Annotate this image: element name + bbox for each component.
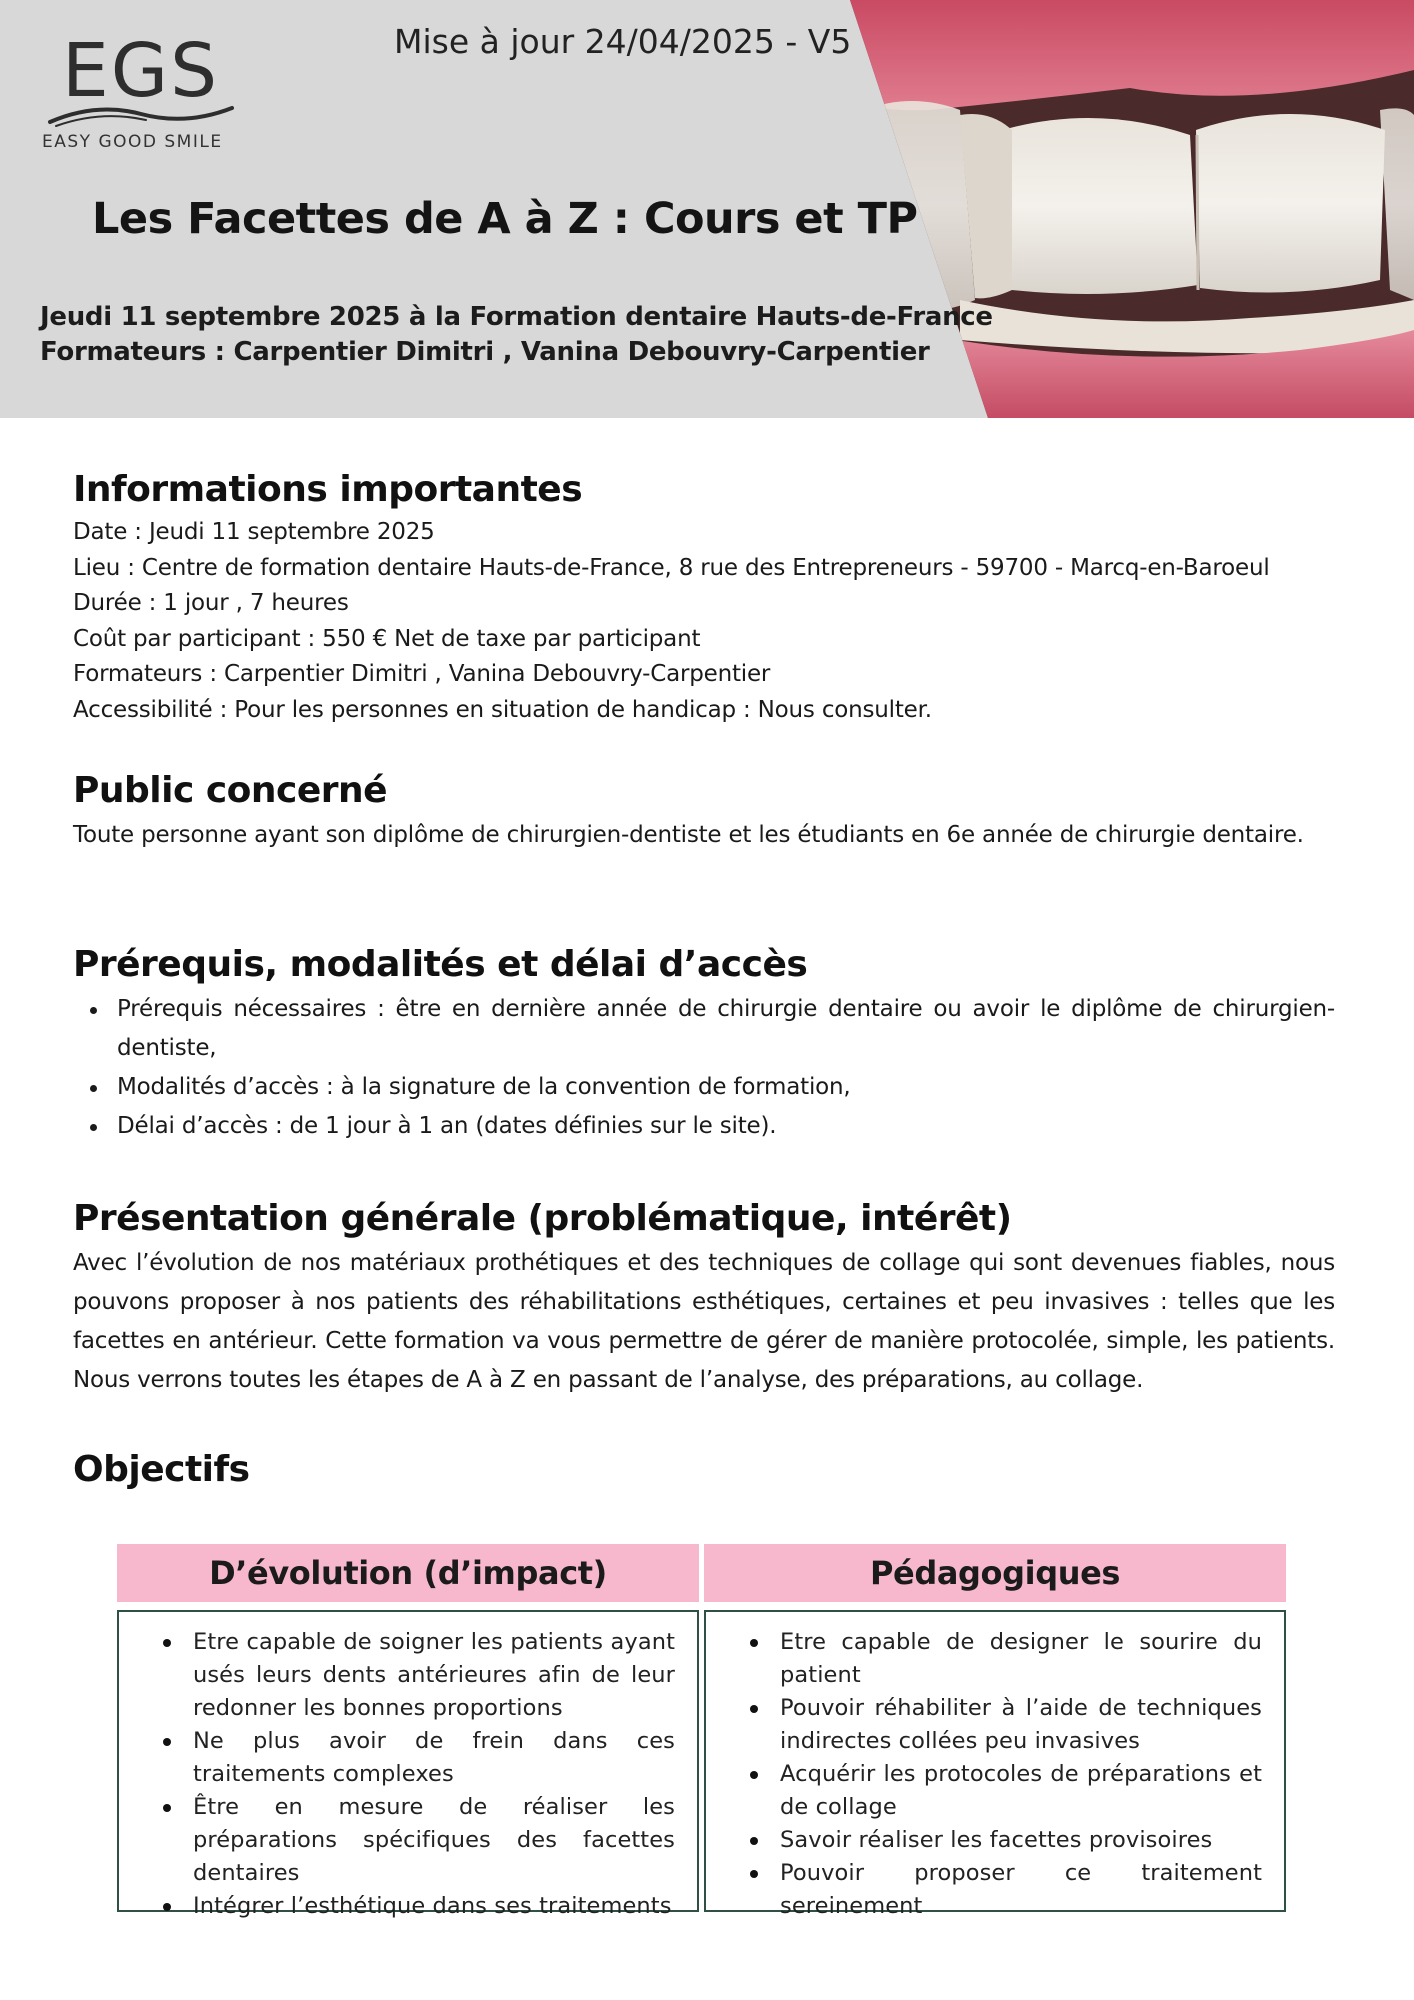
info-date: Date : Jeudi 11 septembre 2025 [73, 519, 435, 545]
logo-tagline: EASY GOOD SMILE [42, 132, 223, 152]
list-item: Ne plus avoir de frein dans ces traitements complexes [193, 1725, 675, 1791]
list-item: Être en mesure de réaliser les préparations spécifiques des facettes dentaires [193, 1791, 675, 1890]
objectives-column-header: Pédagogiques [704, 1544, 1286, 1602]
info-trainers: Formateurs : Carpentier Dimitri , Vanina Debouvry-Carpentier [73, 661, 771, 688]
section-heading-prerequis: Prérequis, modalités et délai d’accès [73, 944, 808, 985]
course-title: Les Facettes de A à Z : Cours et TP [92, 194, 918, 244]
info-location: Lieu : Centre de formation dentaire Hauts-de-France, 8 rue des Entrepreneurs - 59700 - Marcq-en-Baroeul [73, 554, 1270, 581]
logo-text: EGS [62, 28, 220, 114]
section-informations [73, 466, 1270, 729]
update-label: Mise à jour 24/04/2025 - V5 [394, 22, 852, 61]
objectives-column-body [117, 1610, 699, 1919]
list-item: Savoir réaliser les facettes provisoires [780, 1824, 1262, 1857]
objectives-column-pedagogiques [704, 1544, 1286, 1919]
info-accessibility: Accessibilité : Pour les personnes en situation de handicap : Nous consulter. [73, 696, 932, 723]
objectives-column-header: D’évolution (d’impact) [117, 1544, 699, 1602]
list-item: Intégrer l’esthétique dans ses traitements [193, 1890, 675, 1923]
section-public [73, 767, 1335, 855]
list-item: Etre capable de designer le sourire du patient [780, 1626, 1262, 1692]
presentation-text: Avec l’évolution de nos matériaux prothétiques et des techniques de collage qui sont devenues fiables, nous pouvons proposer à nos patients des réhabilitations esthétiques, certaines et peu invasives : telles que les facettes en antérieur. Cette formation va vous permettre de gérer de manière protocolée, simple, les patients. Nous verrons toutes les étapes de A à Z en passant de l’analyse, des préparations, au collage. [73, 1250, 1335, 1393]
section-presentation [73, 1195, 1335, 1400]
list-item: Délai d’accès : de 1 jour à 1 an (dates définies sur le site). [117, 1107, 1335, 1146]
public-text: Toute personne ayant son diplôme de chirurgien-dentiste et les étudiants en 6e année de chirurgie dentaire. [73, 822, 1304, 848]
list-item: Etre capable de soigner les patients ayant usés leurs dents antérieures afin de leur redonner les bonnes proportions [193, 1626, 675, 1725]
list-item: Modalités d’accès : à la signature de la convention de formation, [117, 1068, 1335, 1107]
course-date-line: Jeudi 11 septembre 2025 à la Formation dentaire Hauts-de-France [40, 302, 993, 332]
egs-logo [40, 28, 240, 158]
section-heading-public: Public concerné [73, 770, 388, 811]
section-heading-presentation: Présentation générale (problématique, intérêt) [73, 1198, 1012, 1239]
list-item: Acquérir les protocoles de préparations et de collage [780, 1758, 1262, 1824]
info-duration: Durée : 1 jour , 7 heures [73, 590, 349, 617]
objectives-list [155, 1626, 675, 1923]
info-cost: Coût par participant : 550 € Net de taxe par participant [73, 625, 701, 652]
logo-wave-icon [46, 98, 236, 128]
list-item: Pouvoir proposer ce traitement sereinement [780, 1857, 1262, 1923]
objectives-column-impact [117, 1544, 699, 1919]
course-trainers-line: Formateurs : Carpentier Dimitri , Vanina Debouvry-Carpentier [40, 337, 930, 367]
objectives-list [742, 1626, 1262, 1923]
section-objectifs [73, 1446, 250, 1494]
header-banner [0, 0, 1414, 418]
objectives-column-body [704, 1610, 1286, 1919]
section-heading-objectifs: Objectifs [73, 1449, 250, 1490]
section-heading-informations: Informations importantes [73, 469, 583, 510]
section-prerequis [73, 941, 1335, 1146]
list-item: Prérequis nécessaires : être en dernière année de chirurgie dentaire ou avoir le diplôme de chirurgien-dentiste, [117, 990, 1335, 1068]
prerequis-list [73, 990, 1335, 1146]
list-item: Pouvoir réhabiliter à l’aide de techniques indirectes collées peu invasives [780, 1692, 1262, 1758]
